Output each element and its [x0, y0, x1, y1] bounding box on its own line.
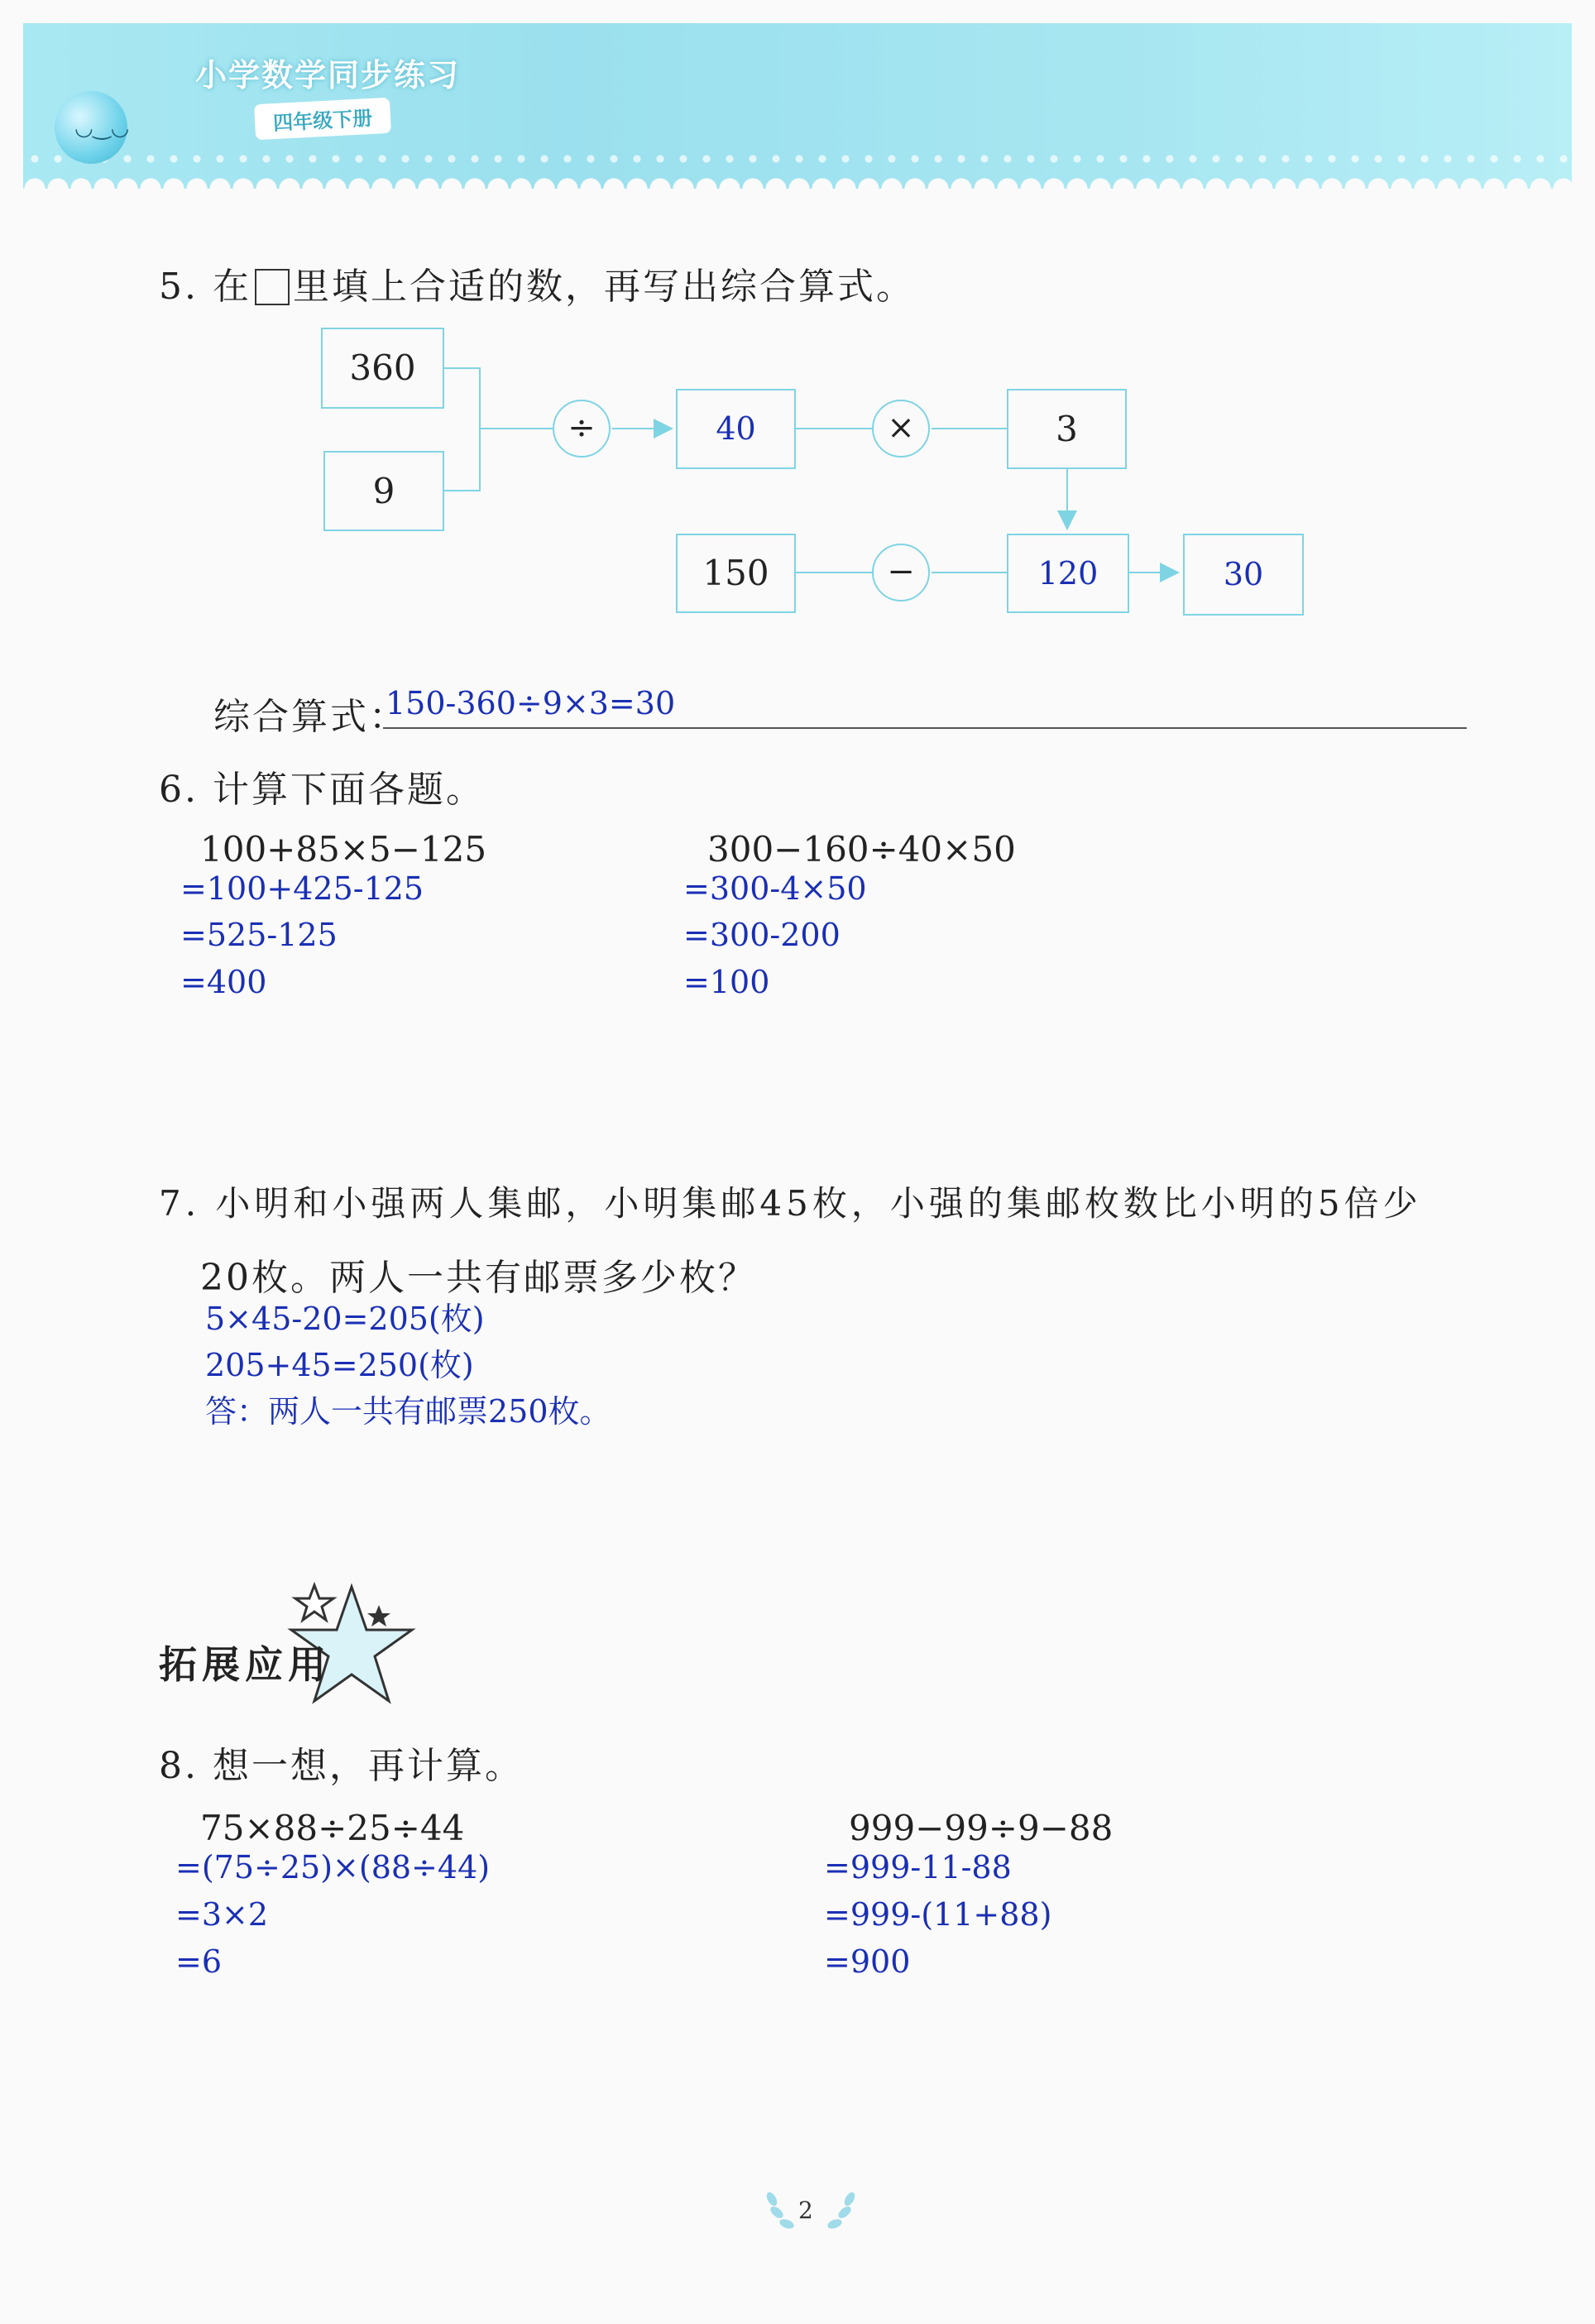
- q6-left-step[interactable]: =525-125: [180, 917, 338, 953]
- q8-right-step[interactable]: =900: [824, 1943, 911, 1980]
- section-title: 拓展应用: [159, 1642, 331, 1687]
- q8-right-step[interactable]: =999-(11+88): [824, 1896, 1052, 1933]
- q8-left-step[interactable]: =3×2: [175, 1896, 269, 1933]
- q8-right-expression: 999−99÷9−88: [849, 1808, 1114, 1848]
- page-number: 2: [798, 2197, 813, 2224]
- q7-prompt-line2: 20枚。两人一共有邮票多少枚？: [200, 1257, 757, 1299]
- flow-box-360: 360: [321, 328, 444, 409]
- flow-box-3: 3: [1007, 389, 1127, 469]
- subtract-operator: −: [872, 544, 930, 601]
- flow-box-40[interactable]: 40: [676, 389, 796, 469]
- q7-answer-step[interactable]: 205+45=250(枚): [205, 1347, 474, 1383]
- multiply-operator: ×: [872, 400, 930, 458]
- q8-right-step[interactable]: =999-11-88: [824, 1849, 1012, 1886]
- divide-operator: ÷: [553, 400, 611, 458]
- flow-box-30[interactable]: 30: [1183, 534, 1304, 616]
- formula-label: 综合算式：: [213, 696, 408, 738]
- q6-left-step[interactable]: =100+425-125: [180, 870, 424, 907]
- q5-prompt-before: 5. 在: [159, 266, 251, 308]
- q6-right-expression: 300−160÷40×50: [707, 829, 1016, 870]
- q6-right-step[interactable]: =300-4×50: [683, 870, 867, 907]
- flow-box-9: 9: [323, 451, 444, 531]
- q6-right-step[interactable]: =300-200: [683, 917, 841, 953]
- mascot-face-icon: ◡‿◡: [74, 116, 130, 141]
- q8-prompt: 8. 想一想，再计算。: [159, 1745, 524, 1787]
- book-title: 小学数学同步练习: [195, 57, 461, 93]
- q7-prompt-line1: 7. 小明和小强两人集邮，小明集邮45枚，小强的集邮枚数比小明的5倍少: [159, 1183, 1422, 1224]
- q5-prompt-after: 里填上合适的数，再写出综合算式。: [292, 266, 915, 308]
- flow-box-120[interactable]: 120: [1007, 534, 1129, 613]
- q6-left-expression: 100+85×5−125: [200, 829, 487, 870]
- q6-left-step[interactable]: =400: [180, 964, 267, 1000]
- q8-left-expression: 75×88÷25÷44: [200, 1808, 465, 1848]
- q6-prompt: 6. 计算下面各题。: [159, 769, 485, 811]
- q8-left-step[interactable]: =6: [175, 1943, 223, 1980]
- flow-box-150: 150: [676, 534, 796, 613]
- q6-right-step[interactable]: =100: [683, 964, 770, 1000]
- q7-answer-conclusion[interactable]: 答：两人一共有邮票250枚。: [205, 1393, 611, 1430]
- q7-answer-step[interactable]: 5×45-20=205(枚): [205, 1301, 485, 1337]
- formula-answer[interactable]: 150-360÷9×3=30: [386, 685, 676, 721]
- q8-left-step[interactable]: =(75÷25)×(88÷44): [175, 1849, 491, 1886]
- grade-label: 四年级下册: [254, 98, 391, 141]
